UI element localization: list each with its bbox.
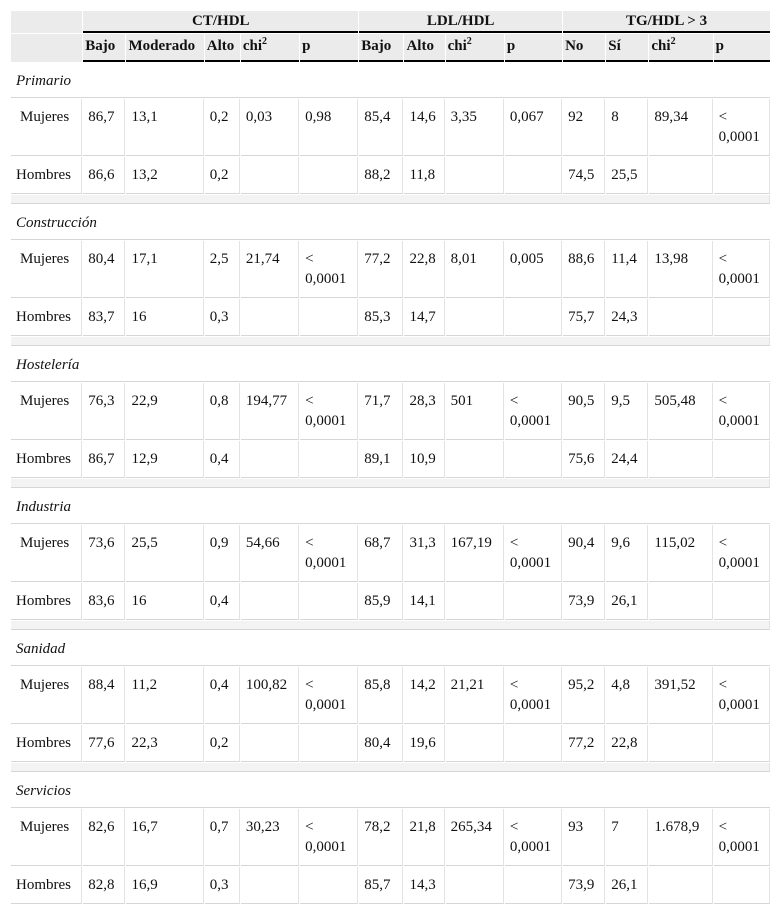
table-cell: 77,2: [563, 725, 605, 762]
table-cell: [649, 583, 712, 620]
table-cell: 19,6: [404, 725, 444, 762]
table-cell: 68,7: [359, 525, 403, 582]
table-cell: [505, 583, 562, 620]
table-cell: [241, 441, 299, 478]
table-cell: [241, 299, 299, 336]
table-cell: 100,82: [241, 667, 299, 724]
spacer-cell: [11, 337, 770, 346]
table-cell: [300, 725, 358, 762]
table-row: [11, 383, 770, 440]
table-cell: 12,9: [126, 441, 203, 478]
col-ldl-chi2: chi$^2$: [446, 34, 504, 62]
group-header-ct-hdl: CT/HDL: [83, 11, 358, 33]
table-cell: [241, 725, 299, 762]
table-cell: < 0,0001: [714, 241, 770, 298]
table-cell: 505,48: [649, 383, 712, 440]
section-row: [11, 773, 770, 808]
table-cell: 3,35: [446, 99, 504, 156]
table-cell: [505, 299, 562, 336]
table-cell: [446, 867, 504, 904]
subheader-row: [11, 34, 770, 62]
row-label: Mujeres: [11, 383, 82, 440]
table-cell: < 0,0001: [505, 383, 562, 440]
table-cell: 73,6: [83, 525, 125, 582]
table-row: [11, 241, 770, 298]
col-tg-no: No: [563, 34, 605, 62]
table-cell: 26,1: [606, 867, 648, 904]
table-cell: 21,74: [241, 241, 299, 298]
row-label: Mujeres: [11, 809, 82, 866]
data-table-container: [10, 10, 771, 905]
col-tg-si: Sí: [606, 34, 648, 62]
table-cell: 194,77: [241, 383, 299, 440]
table-cell: 16,7: [126, 809, 203, 866]
table-cell: 75,6: [563, 441, 605, 478]
table-cell: 25,5: [606, 157, 648, 194]
table-cell: [300, 157, 358, 194]
table-body: [11, 63, 770, 904]
table-cell: 80,4: [83, 241, 125, 298]
table-cell: 90,5: [563, 383, 605, 440]
table-cell: [446, 441, 504, 478]
section-spacer: [11, 195, 770, 204]
table-cell: < 0,0001: [300, 525, 358, 582]
table-cell: 82,6: [83, 809, 125, 866]
table-cell: 0,2: [205, 725, 240, 762]
spacer-cell: [11, 621, 770, 630]
row-label: Hombres: [11, 583, 82, 620]
col-ct-p: p: [300, 34, 358, 62]
table-cell: 22,3: [126, 725, 203, 762]
table-cell: [241, 583, 299, 620]
table-cell: 85,9: [359, 583, 403, 620]
table-cell: [714, 725, 770, 762]
table-cell: 85,8: [359, 667, 403, 724]
table-cell: 115,02: [649, 525, 712, 582]
table-cell: 90,4: [563, 525, 605, 582]
row-label: Hombres: [11, 157, 82, 194]
section-title: Construcción: [11, 205, 770, 240]
table-cell: 0,3: [205, 867, 240, 904]
table-cell: 82,8: [83, 867, 125, 904]
row-label: Hombres: [11, 299, 82, 336]
table-cell: 14,1: [404, 583, 444, 620]
table-cell: 14,2: [404, 667, 444, 724]
section-title: Sanidad: [11, 631, 770, 666]
table-cell: < 0,0001: [714, 99, 770, 156]
table-cell: 89,34: [649, 99, 712, 156]
table-row: [11, 809, 770, 866]
table-cell: [446, 157, 504, 194]
table-cell: < 0,0001: [505, 525, 562, 582]
table-cell: 78,2: [359, 809, 403, 866]
table-cell: 0,03: [241, 99, 299, 156]
row-label: Mujeres: [11, 99, 82, 156]
table-cell: 0,067: [505, 99, 562, 156]
section-spacer: [11, 621, 770, 630]
table-cell: 86,7: [83, 99, 125, 156]
table-cell: 167,19: [446, 525, 504, 582]
table-cell: [714, 299, 770, 336]
col-ct-chi2: chi$^2$: [241, 34, 299, 62]
table-cell: 14,3: [404, 867, 444, 904]
table-cell: 24,3: [606, 299, 648, 336]
table-cell: [446, 725, 504, 762]
table-cell: 21,21: [446, 667, 504, 724]
col-ldl-bajo: Bajo: [359, 34, 403, 62]
table-cell: 54,66: [241, 525, 299, 582]
table-cell: [505, 441, 562, 478]
col-tg-chi2: chi$^2$: [649, 34, 712, 62]
table-cell: 0,2: [205, 99, 240, 156]
row-label: Hombres: [11, 441, 82, 478]
row-label: Mujeres: [11, 667, 82, 724]
table-cell: 76,3: [83, 383, 125, 440]
table-cell: 83,7: [83, 299, 125, 336]
table-cell: 13,2: [126, 157, 203, 194]
table-cell: 7: [606, 809, 648, 866]
table-cell: 93: [563, 809, 605, 866]
table-cell: [300, 299, 358, 336]
table-cell: [714, 157, 770, 194]
table-cell: 0,98: [300, 99, 358, 156]
table-cell: 85,7: [359, 867, 403, 904]
table-cell: 10,9: [404, 441, 444, 478]
table-cell: 0,4: [205, 583, 240, 620]
table-cell: 265,34: [446, 809, 504, 866]
section-row: [11, 489, 770, 524]
table-cell: < 0,0001: [300, 383, 358, 440]
table-cell: 9,5: [606, 383, 648, 440]
col-ct-alto: Alto: [205, 34, 240, 62]
table-cell: 14,7: [404, 299, 444, 336]
table-cell: 0,2: [205, 157, 240, 194]
table-cell: [649, 299, 712, 336]
row-label: Mujeres: [11, 525, 82, 582]
table-cell: 16: [126, 583, 203, 620]
table-cell: 0,005: [505, 241, 562, 298]
col-ct-bajo: Bajo: [83, 34, 125, 62]
table-cell: 85,3: [359, 299, 403, 336]
table-cell: [649, 157, 712, 194]
table-cell: 21,8: [404, 809, 444, 866]
group-header-tg-hdl: TG/HDL > 3: [563, 11, 770, 33]
row-label: Mujeres: [11, 241, 82, 298]
table-cell: < 0,0001: [505, 667, 562, 724]
col-ldl-alto: Alto: [404, 34, 444, 62]
group-header-row: [11, 11, 770, 33]
table-cell: [714, 867, 770, 904]
table-row: [11, 525, 770, 582]
table-cell: 80,4: [359, 725, 403, 762]
section-spacer: [11, 763, 770, 772]
table-cell: [300, 867, 358, 904]
table-cell: [241, 157, 299, 194]
table-row: [11, 583, 770, 620]
corner-cell: [11, 11, 82, 33]
table-cell: 8: [606, 99, 648, 156]
table-cell: 24,4: [606, 441, 648, 478]
col-ct-moderado: Moderado: [126, 34, 203, 62]
table-row: [11, 667, 770, 724]
table-cell: < 0,0001: [714, 667, 770, 724]
table-cell: [505, 725, 562, 762]
table-cell: < 0,0001: [300, 809, 358, 866]
table-cell: [714, 583, 770, 620]
table-cell: 17,1: [126, 241, 203, 298]
table-row: [11, 867, 770, 904]
table-cell: < 0,0001: [714, 809, 770, 866]
table-cell: 2,5: [205, 241, 240, 298]
table-cell: 4,8: [606, 667, 648, 724]
table-cell: < 0,0001: [714, 383, 770, 440]
table-cell: 11,8: [404, 157, 444, 194]
spacer-cell: [11, 763, 770, 772]
table-cell: [446, 299, 504, 336]
table-cell: 88,4: [83, 667, 125, 724]
table-cell: 8,01: [446, 241, 504, 298]
table-row: [11, 725, 770, 762]
table-cell: [505, 157, 562, 194]
section-row: [11, 347, 770, 382]
table-row: [11, 441, 770, 478]
table-cell: 92: [563, 99, 605, 156]
table-cell: < 0,0001: [300, 667, 358, 724]
row-label: Hombres: [11, 867, 82, 904]
table-cell: 88,2: [359, 157, 403, 194]
table-cell: [300, 583, 358, 620]
table-cell: 77,6: [83, 725, 125, 762]
table-cell: 11,4: [606, 241, 648, 298]
section-row: [11, 63, 770, 98]
table-cell: 0,7: [205, 809, 240, 866]
corner-subcell: [11, 34, 82, 62]
col-ldl-p: p: [505, 34, 562, 62]
table-cell: 9,6: [606, 525, 648, 582]
table-cell: [714, 441, 770, 478]
table-cell: [241, 867, 299, 904]
table-cell: 0,8: [205, 383, 240, 440]
table-cell: 77,2: [359, 241, 403, 298]
section-row: [11, 631, 770, 666]
table-cell: [649, 441, 712, 478]
table-row: [11, 99, 770, 156]
table-cell: 0,3: [205, 299, 240, 336]
table-cell: 22,8: [606, 725, 648, 762]
table-cell: < 0,0001: [505, 809, 562, 866]
table-cell: 14,6: [404, 99, 444, 156]
table-cell: 89,1: [359, 441, 403, 478]
table-cell: 16: [126, 299, 203, 336]
table-cell: 85,4: [359, 99, 403, 156]
table-cell: 31,3: [404, 525, 444, 582]
table-cell: 95,2: [563, 667, 605, 724]
table-cell: < 0,0001: [300, 241, 358, 298]
table-cell: 13,1: [126, 99, 203, 156]
table-cell: 391,52: [649, 667, 712, 724]
section-spacer: [11, 337, 770, 346]
table-cell: 83,6: [83, 583, 125, 620]
table-cell: 0,4: [205, 441, 240, 478]
section-row: [11, 205, 770, 240]
table-cell: [505, 867, 562, 904]
table-cell: 75,7: [563, 299, 605, 336]
spacer-cell: [11, 195, 770, 204]
table-cell: 26,1: [606, 583, 648, 620]
section-title: Hostelería: [11, 347, 770, 382]
group-header-ldl-hdl: LDL/HDL: [359, 11, 562, 33]
table-cell: 30,23: [241, 809, 299, 866]
table-cell: 11,2: [126, 667, 203, 724]
table-cell: 22,9: [126, 383, 203, 440]
section-title: Servicios: [11, 773, 770, 808]
table-cell: 13,98: [649, 241, 712, 298]
table-cell: [446, 583, 504, 620]
table-cell: 25,5: [126, 525, 203, 582]
table-cell: 0,9: [205, 525, 240, 582]
table-cell: 71,7: [359, 383, 403, 440]
lipid-ratio-table: [10, 10, 771, 905]
table-cell: 1.678,9: [649, 809, 712, 866]
section-title: Industria: [11, 489, 770, 524]
table-cell: 86,7: [83, 441, 125, 478]
table-cell: 86,6: [83, 157, 125, 194]
table-cell: [300, 441, 358, 478]
table-row: [11, 157, 770, 194]
table-cell: 28,3: [404, 383, 444, 440]
section-title: Primario: [11, 63, 770, 98]
table-cell: 73,9: [563, 867, 605, 904]
table-row: [11, 299, 770, 336]
table-cell: 22,8: [404, 241, 444, 298]
table-cell: 16,9: [126, 867, 203, 904]
table-cell: < 0,0001: [714, 525, 770, 582]
table-cell: [649, 867, 712, 904]
spacer-cell: [11, 479, 770, 488]
table-cell: [649, 725, 712, 762]
table-cell: 88,6: [563, 241, 605, 298]
table-cell: 74,5: [563, 157, 605, 194]
table-cell: 501: [446, 383, 504, 440]
section-spacer: [11, 479, 770, 488]
row-label: Hombres: [11, 725, 82, 762]
table-cell: 73,9: [563, 583, 605, 620]
col-tg-p: p: [714, 34, 770, 62]
table-cell: 0,4: [205, 667, 240, 724]
